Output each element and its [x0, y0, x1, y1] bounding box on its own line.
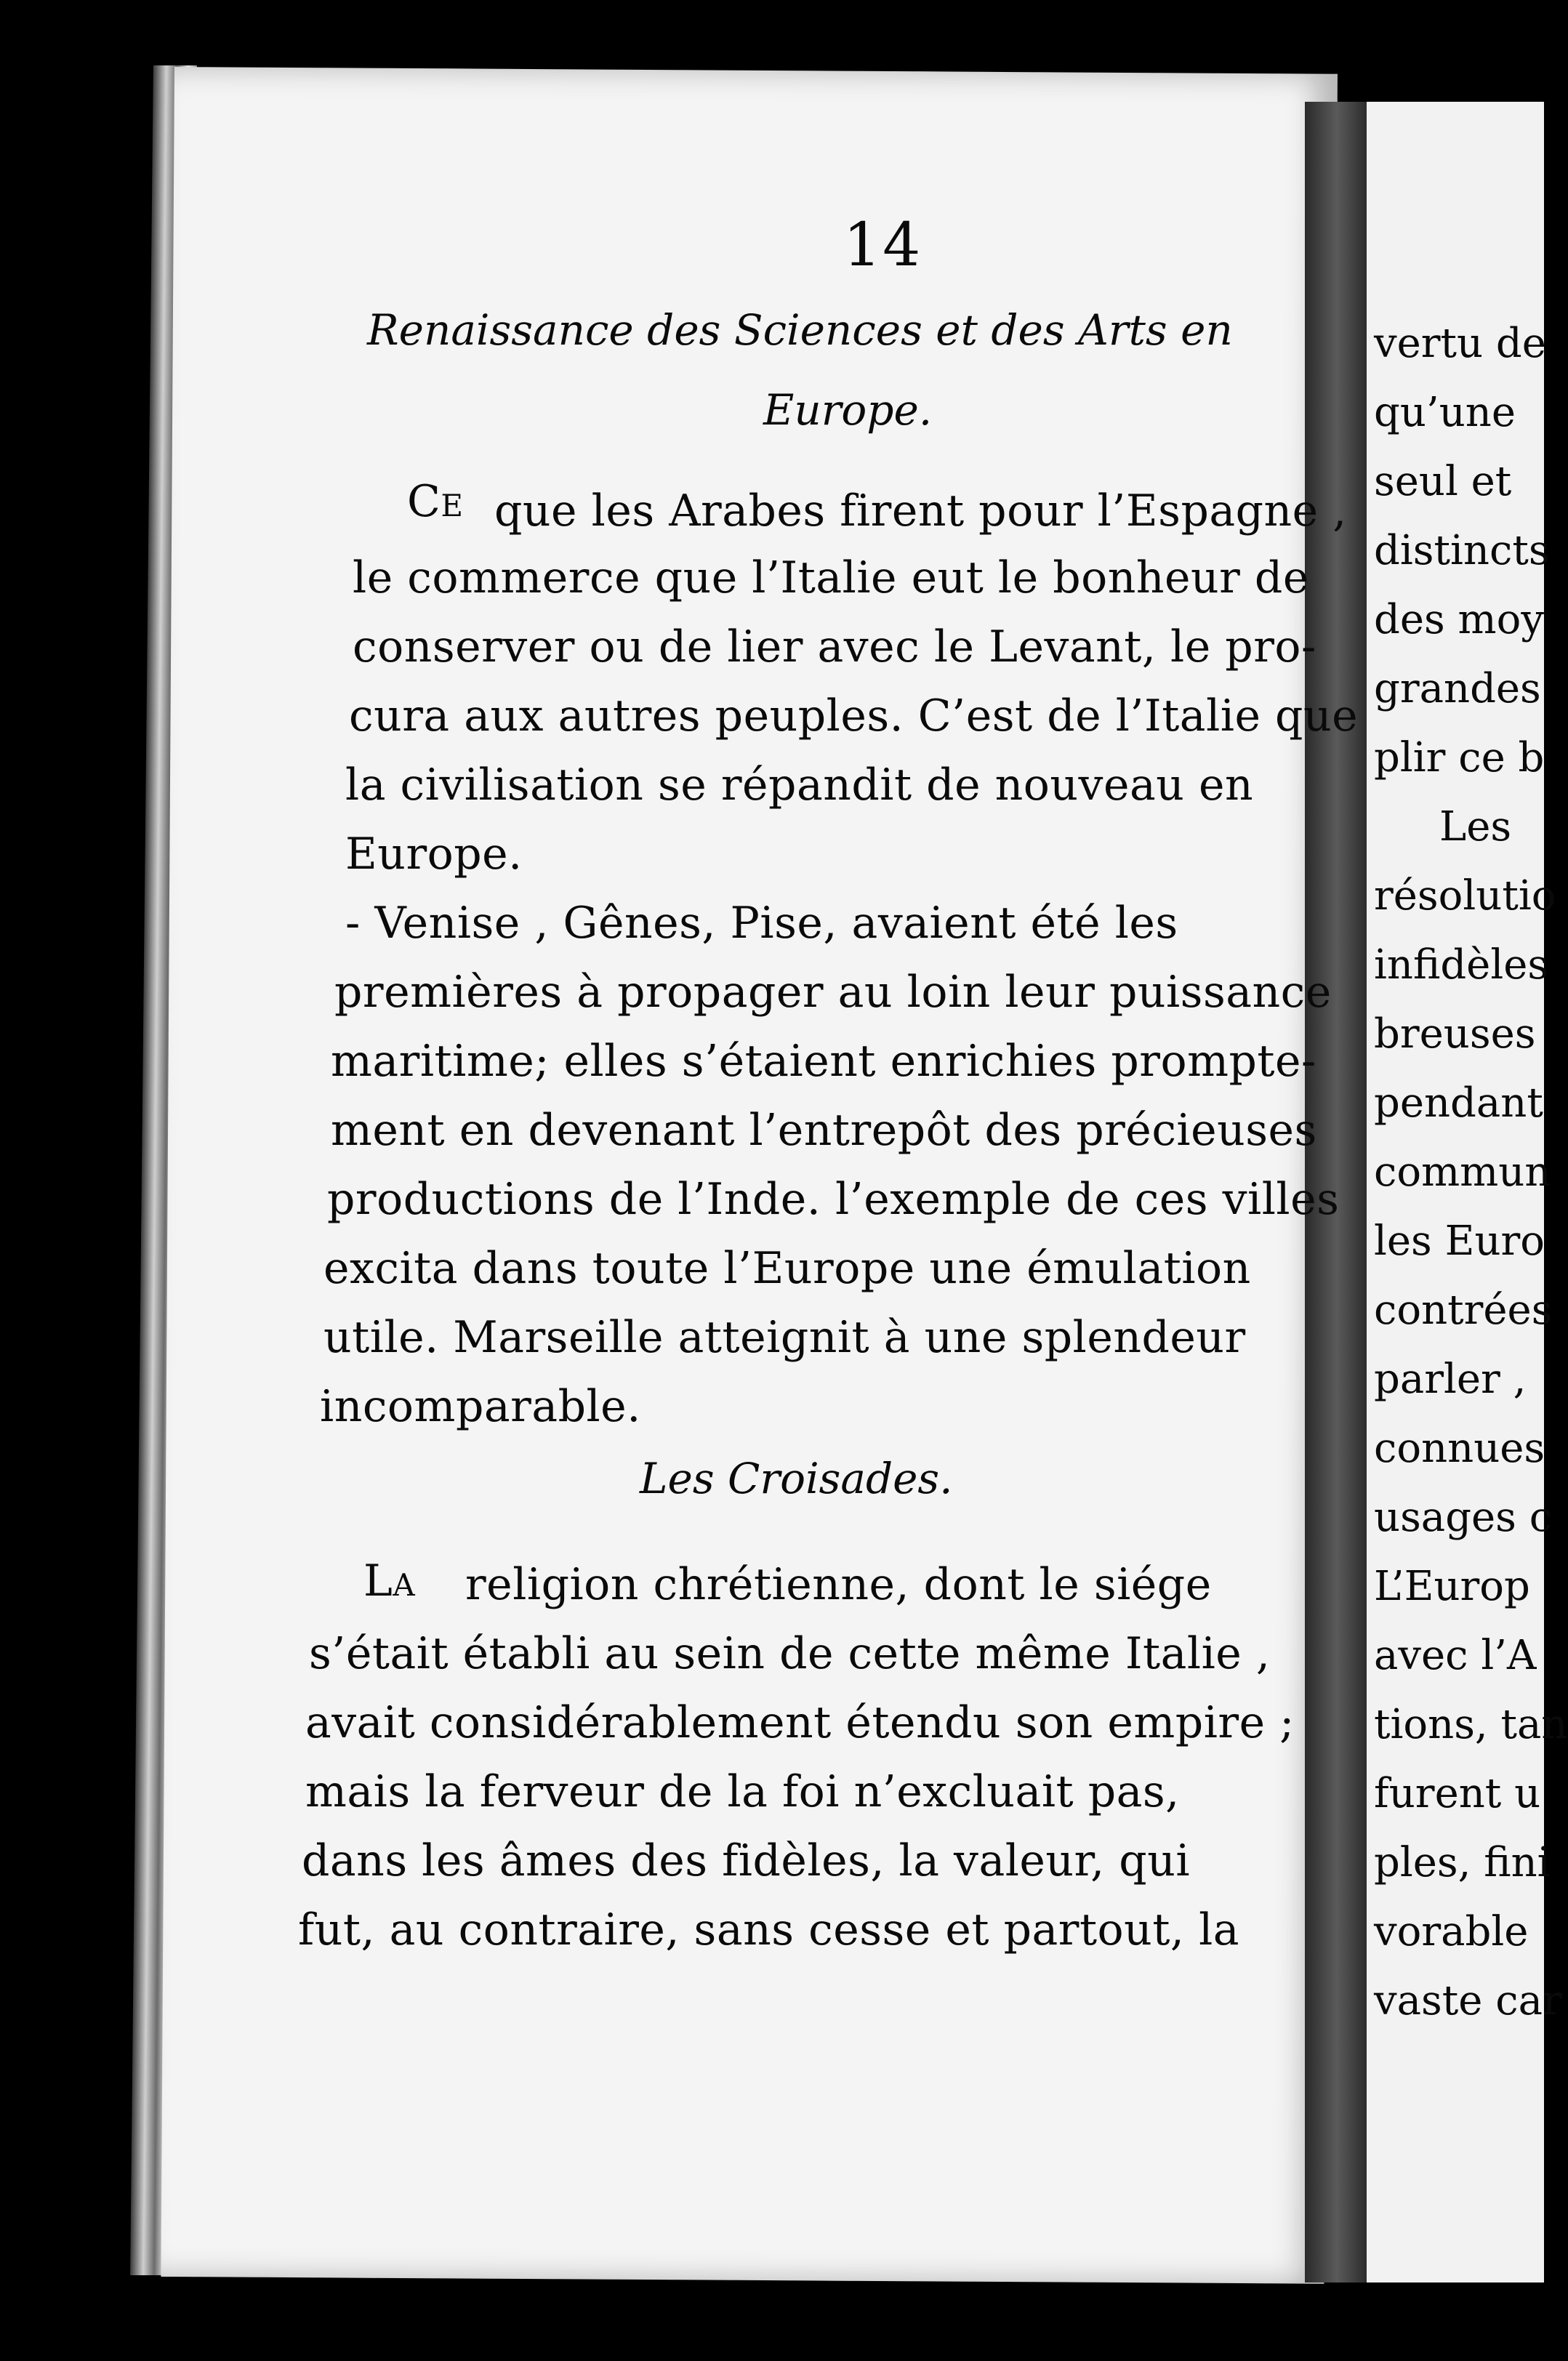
right-page-line: Les	[1439, 803, 1512, 850]
text-line: incomparable.	[320, 1381, 641, 1432]
right-page-line: distincts	[1374, 527, 1550, 574]
right-page-line: grandes	[1374, 665, 1541, 712]
right-page-line: L’Europ	[1374, 1563, 1530, 1610]
section-heading: Renaissance des Sciences et des Arts en	[367, 305, 1233, 355]
text-line: Europe.	[345, 829, 523, 880]
page-number: 14	[843, 211, 922, 280]
right-page-line: plir ce b	[1374, 734, 1545, 781]
paragraph-dropword	[363, 1556, 415, 1606]
right-page-line: breuses	[1374, 1010, 1536, 1058]
text-line: le commerce que l’Italie eut le bonheur de	[353, 552, 1309, 603]
right-page-line: connues	[1374, 1425, 1545, 1472]
text-line: conserver ou de lier avec le Levant, le pro-	[353, 622, 1316, 672]
text-line: ment en devenant l’entrepôt des précieuses	[331, 1105, 1317, 1156]
right-page-line: contrées	[1374, 1287, 1553, 1334]
paragraph-dropword	[407, 476, 464, 527]
right-page-line: infidèles	[1374, 941, 1549, 989]
right-page-line: seul et	[1374, 458, 1512, 505]
text-line: la civilisation se répandit de nouveau en	[345, 760, 1254, 811]
text-line: mais la ferveur de la foi n’excluait pas,	[305, 1766, 1180, 1817]
right-page-line: vaste car	[1374, 1977, 1562, 2024]
text-line: maritime; elles s’étaient enrichies prompte-	[331, 1036, 1316, 1087]
right-page-line: avec l’A	[1374, 1632, 1537, 1679]
text-line: utile. Marseille atteignit à une splendeur	[323, 1312, 1246, 1363]
text-line: s’était établi au sein de cette même Italie ,	[309, 1628, 1271, 1679]
right-page-line: tions, tan	[1374, 1701, 1568, 1748]
right-page	[1367, 102, 1568, 2282]
text-line: fut, au contraire, sans cesse et partout, la	[298, 1905, 1240, 1955]
right-page-line: commun	[1374, 1149, 1551, 1196]
text-line: cura aux autres peuples. C’est de l’Italie que	[349, 691, 1359, 741]
section-heading: Les Croisades.	[640, 1454, 953, 1503]
right-page-line: les Euro	[1374, 1218, 1545, 1265]
right-page-line: des moy	[1374, 596, 1544, 643]
right-page-line: vorable	[1374, 1908, 1529, 1955]
right-page-line: usages c	[1374, 1494, 1553, 1541]
right-page-line: parler ,	[1374, 1356, 1527, 1403]
right-page-line: furent u	[1374, 1770, 1541, 1817]
right-page-line: résolutio	[1374, 872, 1556, 920]
right-page-line: ples, fini	[1374, 1839, 1551, 1886]
right-page-line: vertu de	[1374, 320, 1546, 367]
text-line: avait considérablement étendu son empire ;	[305, 1697, 1295, 1748]
section-heading-continued: Europe.	[763, 385, 933, 435]
right-page-line: qu’une	[1374, 389, 1516, 436]
text-line: productions de l’Inde. l’exemple de ces villes	[327, 1174, 1340, 1225]
right-page-line: pendant	[1374, 1079, 1543, 1127]
dropword: La	[363, 1556, 416, 1606]
text-line: excita dans toute l’Europe une émulation	[323, 1243, 1251, 1294]
text-line: religion chrétienne, dont le siége	[465, 1559, 1212, 1610]
text-line: premières à propager au loin leur puissance	[334, 967, 1332, 1018]
text-line: dans les âmes des fidèles, la valeur, qui	[302, 1835, 1191, 1886]
dropword: Ce	[407, 476, 464, 527]
text-line: - Venise , Gênes, Pise, avaient été les	[345, 898, 1178, 949]
text-line: que les Arabes firent pour l’Espagne ,	[494, 486, 1347, 536]
